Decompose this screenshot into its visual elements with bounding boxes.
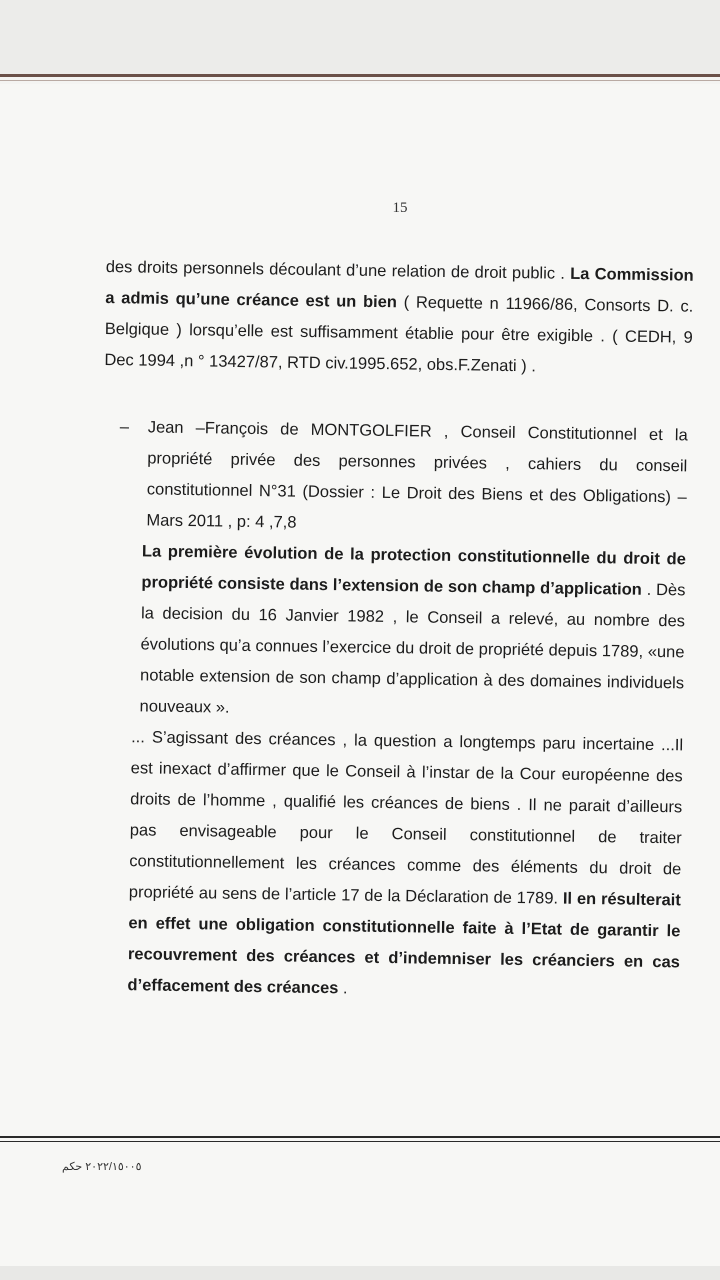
quote-2-text-a: ... S’agissant des créances , la question a longtemps paru incertaine ...Il est inexact d’affirmer que le Conseil à l’instar de la Cour européenne des droits de l’homme , qualifié les créances de biens . Il ne parait d’ailleurs pas envisageable pour le Conseil constitutionnel de traiter constitutionnellement les créances comme des éléments du droit de propriété au sens de l’article 17 de la Déclaration de 1789. xyxy=(128,728,684,908)
top-rule xyxy=(0,74,720,77)
footer-rule-thin xyxy=(0,1141,720,1142)
top-rule-thin xyxy=(0,80,720,81)
paragraph-1-text-a: des droits personnels découlant d’une relation de droit public . xyxy=(105,257,571,283)
quote-2-bold: Il en résulterait en effet une obligation constitutionnelle faite à l’Etat de garantir le recouvrement des créances et d’indemniser les créanciers en cas d’effacement des créances xyxy=(127,889,681,998)
list-dash: – xyxy=(119,417,130,437)
reference-citation: Jean –François de MONTGOLFIER , Conseil Constitutionnel et la propriété privée des personnes privées , cahiers du conseil constitutionnel N°31 (Dossier : Le Droit des Biens et des Obligations) – Mars 2011 , p: 4 ,7,8 xyxy=(146,418,688,532)
paragraph-1 xyxy=(104,252,694,385)
quote-1-text: . Dès la decision du 16 Janvier 1982 , le Conseil a relevé, au nombre des évolutions qu’a connues l’exercice du droit de propriété depuis 1789, «une notable extension de son champ d’application à des domaines individuels nouveaux ». xyxy=(139,580,686,717)
quote-paragraph-2 xyxy=(127,722,683,1009)
footer-case-number: ٢٠٢٢/١٥٠٠٥ حكم xyxy=(62,1161,142,1173)
bottom-background xyxy=(0,1266,720,1280)
footer-rule xyxy=(0,1136,720,1138)
top-background xyxy=(0,0,720,74)
paragraph-1-text-b: ( Requette n 11966/86, Consorts D. c. Belgique ) lorsqu’elle est suffisamment établie pour être exigible . ( CEDH, 9 Dec 1994 ,n ° 13427/87, RTD civ.1995.652, obs.F.Zenati ) . xyxy=(104,293,694,376)
quote-1-bold: La première évolution de la protection constitutionnelle du droit de propriété consiste dans l’extension de son champ d’application xyxy=(141,542,687,599)
quote-paragraph-1 xyxy=(139,536,686,730)
page-number: 15 xyxy=(392,200,408,216)
quote-2-text-b: . xyxy=(338,979,348,998)
quoted-reference-block xyxy=(111,412,688,1009)
paragraph-1-bold: La Commission a admis qu’une créance est un bien xyxy=(105,264,694,312)
